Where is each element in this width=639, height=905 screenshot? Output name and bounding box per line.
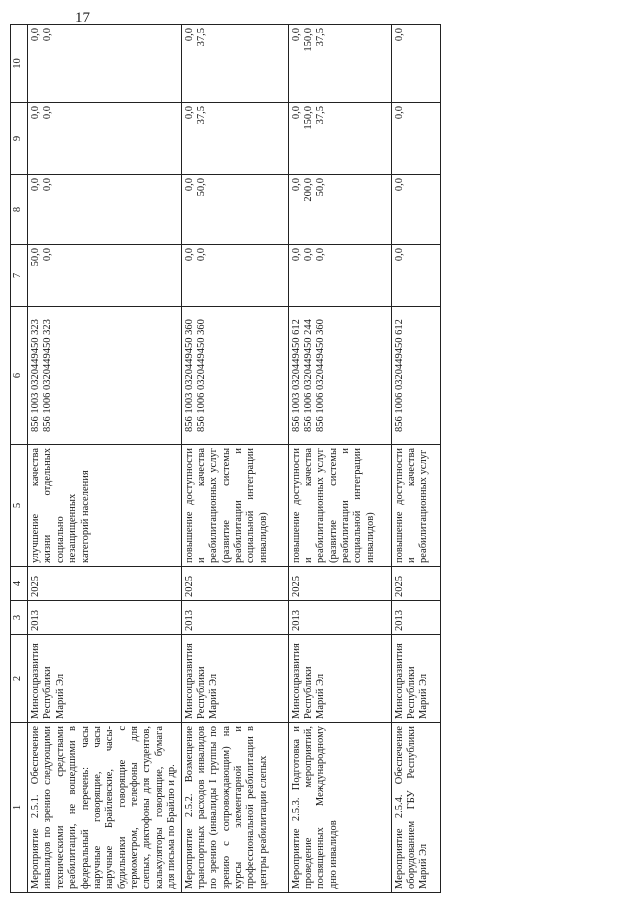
table-row — [391, 25, 440, 893]
col8-cell — [288, 175, 391, 245]
result-cell: улучшение качества жизни отдельных социально незащищенных категорий населения — [28, 445, 182, 567]
col7-cell — [28, 245, 182, 307]
col10-cell — [391, 25, 440, 103]
value: 0,0 — [42, 106, 54, 120]
value: 0,0 — [393, 248, 405, 262]
value: 0,0 — [393, 106, 405, 120]
budget-code: 856 1006 0320449450 360 — [315, 319, 327, 432]
value: 0,0 — [315, 248, 327, 262]
value: 0,0 — [183, 28, 195, 42]
event-cell: Мероприятие 2.5.3. Подготовка и проведение мероприятий, посвященных Международному дню инвалидов — [288, 723, 391, 893]
result-cell: повышение доступности и качества реабилитационных услуг (развитие системы реабилитации и социальной интеграции инвалидов) — [181, 445, 288, 567]
col9-cell — [391, 103, 440, 175]
value: 37,5 — [315, 28, 327, 47]
col10-cell — [28, 25, 182, 103]
budget-code: 856 1003 0320449450 360 — [183, 319, 195, 432]
header-cell: 2 — [11, 635, 28, 723]
executor-cell: Минсоцразвития Республики Марий Эл — [391, 635, 440, 723]
col8-cell — [391, 175, 440, 245]
value: 37,5 — [195, 28, 207, 47]
value: 37,5 — [315, 106, 327, 125]
value: 200,0 — [302, 178, 314, 202]
value: 0,0 — [42, 28, 54, 42]
header-cell: 6 — [11, 307, 28, 445]
value: 0,0 — [290, 28, 302, 42]
page-number: 17 — [75, 10, 90, 26]
value: 150,0 — [302, 106, 314, 130]
value: 50,0 — [30, 248, 41, 267]
value: 0,0 — [183, 106, 195, 120]
table-row — [181, 25, 288, 893]
budget-code-cell — [288, 307, 391, 445]
budget-code: 856 1006 0320449450 323 — [42, 319, 54, 432]
header-cell: 8 — [11, 175, 28, 245]
col7-cell — [181, 245, 288, 307]
value: 0,0 — [290, 106, 302, 120]
header-cell: 10 — [11, 25, 28, 103]
col8-cell — [181, 175, 288, 245]
value: 0,0 — [183, 178, 195, 192]
header-cell: 4 — [11, 567, 28, 601]
budget-code: 856 1003 0320449450 612 — [290, 319, 302, 432]
header-cell: 7 — [11, 245, 28, 307]
budget-code-cell — [28, 307, 182, 445]
header-cell: 5 — [11, 445, 28, 567]
header-cell: 3 — [11, 601, 28, 635]
result-cell: повышение доступности и качества реабилитационных услуг — [391, 445, 440, 567]
start-year-cell: 2013 — [181, 601, 288, 635]
value: 0,0 — [393, 28, 405, 42]
value: 0,0 — [290, 248, 302, 262]
value: 150,0 — [302, 28, 314, 52]
value: 50,0 — [315, 178, 327, 197]
col9-cell — [28, 103, 182, 175]
header-cell: 9 — [11, 103, 28, 175]
budget-code: 856 1006 0320449450 612 — [393, 319, 405, 432]
value: 0,0 — [302, 248, 314, 262]
table-row — [288, 25, 391, 893]
col7-cell — [391, 245, 440, 307]
col9-cell — [181, 103, 288, 175]
col7-cell — [288, 245, 391, 307]
budget-code: 856 1003 0320449450 323 — [30, 319, 41, 432]
executor-cell: Минсоцразвития Республики Марий Эл — [288, 635, 391, 723]
value: 0,0 — [30, 106, 41, 120]
value: 0,0 — [42, 178, 54, 192]
end-year-cell: 2025 — [181, 567, 288, 601]
value: 50,0 — [195, 178, 207, 197]
table-row — [28, 25, 182, 893]
start-year-cell: 2013 — [288, 601, 391, 635]
col10-cell — [181, 25, 288, 103]
budget-code: 856 1006 0320449450 360 — [195, 319, 207, 432]
value: 0,0 — [393, 178, 405, 192]
value: 0,0 — [195, 248, 207, 262]
col9-cell — [288, 103, 391, 175]
end-year-cell: 2025 — [288, 567, 391, 601]
budget-code-cell — [181, 307, 288, 445]
value: 0,0 — [183, 248, 195, 262]
budget-code-cell — [391, 307, 440, 445]
value: 0,0 — [290, 178, 302, 192]
budget-code: 856 1006 0320449450 244 — [302, 319, 314, 432]
end-year-cell: 2025 — [28, 567, 182, 601]
event-cell: Мероприятие 2.5.2. Возмещение транспортных расходов инвалидов по зрению (инвалиды I группы по зрению с сопровождающим) на курсы элементарной и профессиональной реабилитации в центры реабилитации слепых — [181, 723, 288, 893]
executor-cell: Минсоцразвития Республики Марий Эл — [28, 635, 182, 723]
col8-cell — [28, 175, 182, 245]
event-cell: Мероприятие 2.5.1. Обеспечение инвалидов по зрению следующими техническими средствами реабилитации, не вошедшими в федеральный перечень: часы наручные говорящие, часы наручные Брайлевские, часы-будильники говорящие с термометром, телефоны для слепых, диктофоны для студентов, калькуляторы говорящие, бумага для письма по Брайлю и др. — [28, 723, 182, 893]
result-cell: повышение доступности и качества реабилитационных услуг (развитие системы реабилитации и социальной интеграции инвалидов) — [288, 445, 391, 567]
start-year-cell: 2013 — [28, 601, 182, 635]
event-cell: Мероприятие 2.5.4. Обеспечение оборудованием ГБУ Республики Марий Эл — [391, 723, 440, 893]
value: 0,0 — [30, 28, 41, 42]
program-table — [10, 24, 441, 893]
value: 0,0 — [30, 178, 41, 192]
value: 0,0 — [42, 248, 54, 262]
end-year-cell: 2025 — [391, 567, 440, 601]
col10-cell — [288, 25, 391, 103]
header-cell: 1 — [11, 723, 28, 893]
value: 37,5 — [195, 106, 207, 125]
executor-cell: Минсоцразвития Республики Марий Эл — [181, 635, 288, 723]
header-row — [11, 25, 28, 893]
start-year-cell: 2013 — [391, 601, 440, 635]
